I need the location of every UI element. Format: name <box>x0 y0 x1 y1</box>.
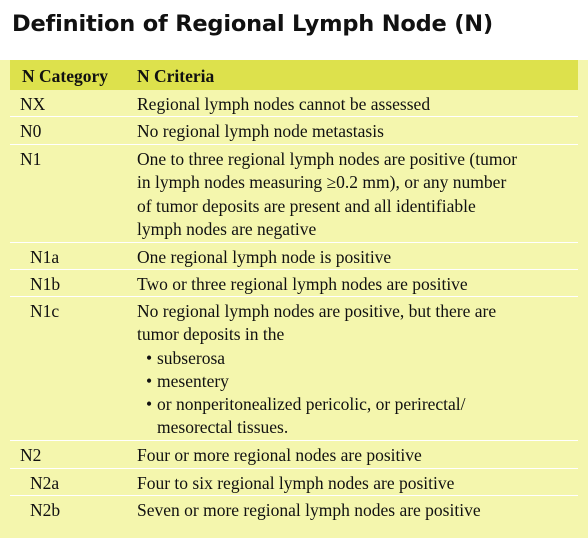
bullet-icon: • <box>146 394 153 415</box>
bullet-icon: • <box>146 347 153 368</box>
table-row <box>10 145 578 243</box>
criteria-line: No regional lymph node metastasis <box>137 121 384 141</box>
criteria-line: One to three regional lymph nodes are positive (tumor <box>137 149 518 169</box>
list-item <box>137 370 575 393</box>
row-category: NX <box>20 94 46 114</box>
row-criteria <box>137 148 575 241</box>
row-category: N2b <box>30 500 61 520</box>
table-row <box>10 117 578 145</box>
list-item-continuation: mesorectal tissues. <box>157 417 289 438</box>
criteria-line: Regional lymph nodes cannot be assessed <box>137 94 431 114</box>
table-row <box>10 469 578 496</box>
n-category-table <box>10 60 578 526</box>
table-row <box>10 441 578 469</box>
criteria-line: lymph nodes are negative <box>137 218 317 239</box>
criteria-line: of tumor deposits are present and all identifiable <box>137 195 476 216</box>
criteria-line: No regional lymph nodes are positive, but there are <box>137 301 497 321</box>
row-category: N2a <box>30 473 60 493</box>
table-row <box>10 270 578 297</box>
row-category: N1 <box>20 149 42 169</box>
list-item <box>137 393 575 440</box>
row-criteria <box>137 472 575 495</box>
criteria-line: Four to six regional lymph nodes are positive <box>137 473 455 493</box>
criteria-line: Two or three regional lymph nodes are positive <box>137 274 468 294</box>
row-category: N1b <box>30 274 61 294</box>
row-criteria <box>137 499 575 522</box>
row-category: N2 <box>20 445 42 465</box>
row-criteria <box>137 444 575 467</box>
title-band <box>0 0 588 60</box>
criteria-line: in lymph nodes measuring ≥0.2 mm), or any number <box>137 172 507 193</box>
row-criteria <box>137 300 575 440</box>
header-category: N Category <box>22 66 109 86</box>
table-row <box>10 496 578 526</box>
criteria-line: Seven or more regional lymph nodes are positive <box>137 500 481 520</box>
row-criteria <box>137 246 575 269</box>
bullet-icon: • <box>146 370 153 391</box>
table-header <box>10 60 578 90</box>
list-item-text: or nonperitonealized pericolic, or perirectal/ <box>157 394 466 415</box>
criteria-line: tumor deposits in the <box>137 324 285 345</box>
criteria-line: Four or more regional nodes are positive <box>137 445 422 465</box>
list-item-text: mesentery <box>157 370 229 391</box>
row-category: N1c <box>30 301 60 321</box>
row-criteria <box>137 93 575 116</box>
table-row <box>10 243 578 270</box>
row-category: N1a <box>30 247 60 267</box>
criteria-line: One regional lymph node is positive <box>137 247 392 267</box>
table-row <box>10 90 578 117</box>
list-item <box>137 347 575 370</box>
row-criteria <box>137 120 575 143</box>
list-item-text: subserosa <box>157 347 226 368</box>
tumor-deposit-list <box>137 347 575 440</box>
page-title: Definition of Regional Lymph Node (N) <box>12 11 493 37</box>
table-row <box>10 297 578 441</box>
row-criteria <box>137 273 575 296</box>
header-criteria: N Criteria <box>137 66 215 86</box>
row-category: N0 <box>20 121 42 141</box>
